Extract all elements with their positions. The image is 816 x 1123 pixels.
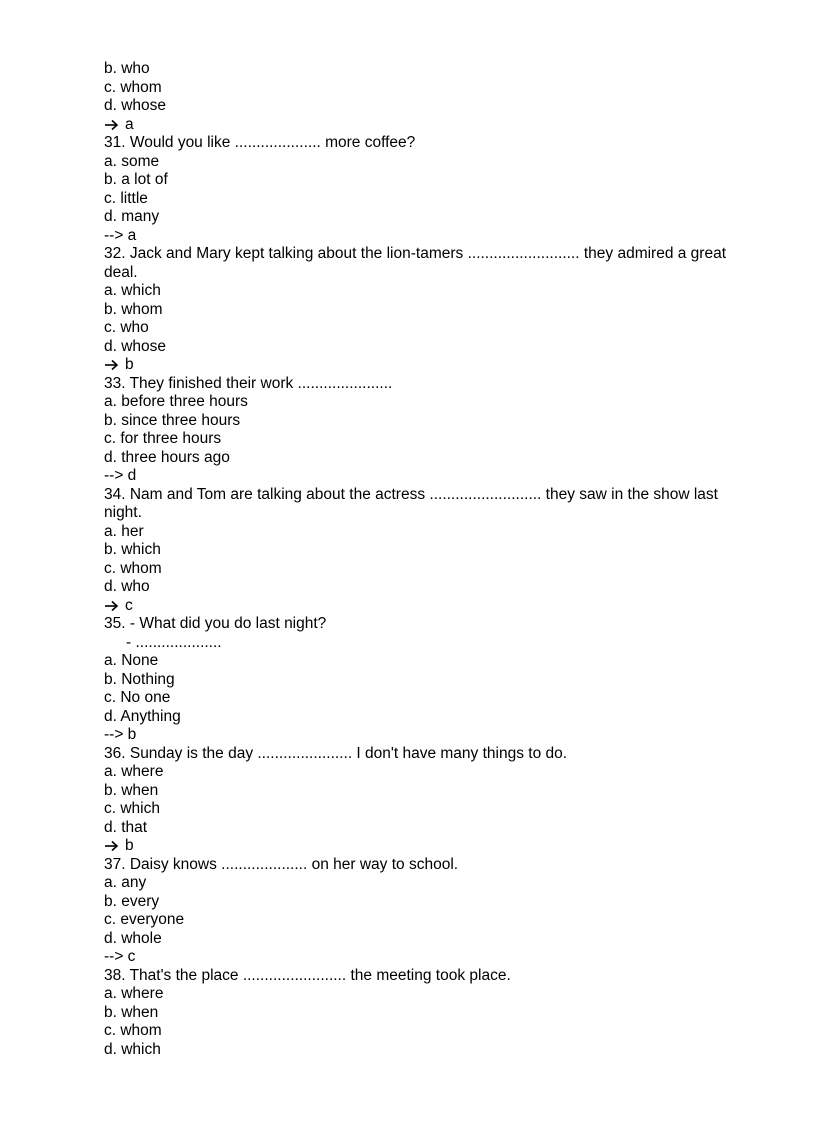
answer-text: --> a [104,226,137,244]
option: d. that [104,818,148,836]
option: b. Nothing [104,670,175,688]
option: c. whom [104,559,162,577]
option: d. many [104,208,160,225]
answer-text: b [125,356,134,373]
option: c. whom [104,1022,162,1039]
option: a. her [104,522,144,540]
question-text: 34. Nam and Tom are talking about the actress .......................... they saw in the show last night. [104,485,718,521]
question-text: 33. They finished their work ...................... [104,374,393,392]
question-text: 38. That's the place ........................ the meeting took place. [104,966,511,984]
document-page [104,60,744,1059]
option: a. which [104,282,161,299]
option: d. whole [104,929,162,947]
option: c. for three hours [104,430,222,447]
answer-line [104,356,744,375]
answer-text: --> d [104,467,137,484]
option: a. any [104,874,147,891]
question-text: 32. Jack and Mary kept talking about the lion-tamers .......................... they admired a great deal. [104,245,727,281]
answer-line [104,116,744,135]
option: b. a lot of [104,171,168,188]
option: b. when [104,781,159,799]
option: b. whom [104,300,163,318]
answer-text: --> c [104,948,136,965]
answer-text: --> b [104,726,137,743]
arrow-right-icon [104,119,119,131]
answer-text: c [125,596,133,614]
answer-text: b [125,837,134,854]
answer-line [104,837,744,856]
option: d. which [104,1040,161,1058]
option: a. None [104,652,159,669]
answer-text: a [125,115,134,133]
option: c. which [104,800,160,817]
option: a. where [104,763,164,780]
question-subline: - .................... [126,633,222,651]
question-text: 31. Would you like .................... more coffee? [104,134,416,151]
option: c. little [104,189,148,207]
option: a. before three hours [104,393,248,410]
option: c. No one [104,689,171,706]
answer-line [104,597,744,616]
question-text: 36. Sunday is the day ...................... I don't have many things to do. [104,744,568,762]
question-text: 35. - What did you do last night? [104,615,327,632]
arrow-right-icon [104,840,119,852]
option: d. whose [104,97,167,114]
option: b. who [104,60,150,77]
option: a. some [104,152,160,170]
option: d. three hours ago [104,448,230,466]
option: b. since three hours [104,411,241,429]
option: d. Anything [104,707,181,725]
option: c. who [104,319,149,336]
option: d. whose [104,337,167,355]
question-text: 37. Daisy knows .................... on her way to school. [104,855,459,873]
arrow-right-icon [104,359,119,371]
option: c. everyone [104,911,185,928]
option: b. which [104,541,161,558]
option: d. who [104,578,150,595]
option: a. where [104,985,164,1002]
option: b. when [104,1003,159,1021]
arrow-right-icon [104,600,119,612]
option: c. whom [104,78,162,96]
option: b. every [104,892,160,910]
